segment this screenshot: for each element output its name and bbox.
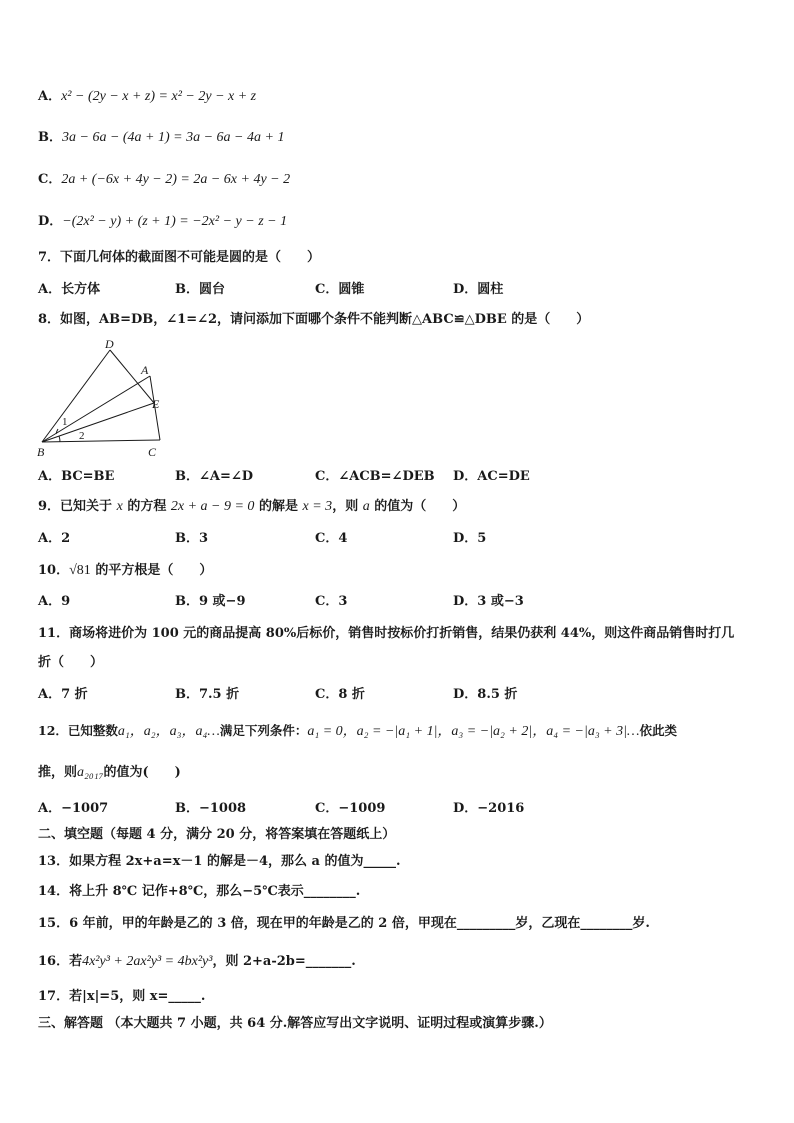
q10-radical: √81 <box>69 563 91 578</box>
q6-option-a-expr: x² − (2y − x + z) = x² − 2y − x + z <box>61 89 257 104</box>
q6-option-d: D．−(2x² − y) + (z + 1) = −2x² − y − z − 1 <box>38 214 288 229</box>
q6-option-b: B．3a − 6a − (4a + 1) = 3a − 6a − 4a + 1 <box>38 130 285 145</box>
q8-stem: 8．如图，AB=DB，∠1=∠2，请问添加下面哪个条件不能判断△ABC≌△DBE 的是（ ） <box>38 312 590 327</box>
q12-conditions: a₁ = 0，a₂ = −|a₁ + 1|，a₃ = −|a₂ + 2|，a₄ = −|a₃ + 3|… <box>307 724 640 739</box>
q9-option-a: A．2 <box>38 531 71 546</box>
q11-stem-line1: 11．商场将进价为 100 元的商品提高 80%后标价，销售时按标价打折销售，结果仍获利 44%，则这件商品销售时打几 <box>38 626 735 641</box>
label-b: B <box>37 445 45 459</box>
q7-option-b: B．圆台 <box>175 282 225 297</box>
q10-stem: 10．√81 的平方根是（ ） <box>38 563 213 578</box>
segment-bd <box>42 350 110 442</box>
q8-option-c: C．∠ACB=∠DEB <box>315 469 435 484</box>
q7-stem: 7．下面几何体的截面图不可能是圆的是（ ） <box>38 250 321 265</box>
label-angle-1: 1 <box>62 416 68 428</box>
q13: 13．如果方程 2x+a=x－1 的解是－4，那么 a 的值为_____. <box>38 854 401 869</box>
q6-option-c-expr: 2a + (−6x + 4y − 2) = 2a − 6x + 4y − 2 <box>61 172 291 187</box>
q7-option-d: D．圆柱 <box>453 282 504 297</box>
segment-ba <box>42 376 150 442</box>
q7-option-a: A．长方体 <box>38 282 101 297</box>
angle-2-arc <box>59 436 60 442</box>
q6-option-a: A．x² − (2y − x + z) = x² − 2y − x + z <box>38 89 257 104</box>
q9-stem: 9．已知关于 x 的方程 2x + a − 9 = 0 的解是 x = 3，则 a 的值为（ ） <box>38 499 466 514</box>
q10-option-c: C．3 <box>315 594 348 609</box>
q9-option-b: B．3 <box>175 531 209 546</box>
q8-option-b: B．∠A=∠D <box>175 469 254 484</box>
q8-option-d: D．AC=DE <box>453 469 530 484</box>
q17: 17．若|x|=5，则 x=_____. <box>38 989 206 1004</box>
label-angle-2: 2 <box>79 430 85 442</box>
label-c: C <box>148 445 157 459</box>
q10-option-b: B．9 或−9 <box>175 594 246 609</box>
q9-var-a: a <box>362 499 370 514</box>
q12-stem-line1: 12．已知整数a₁，a₂，a₃，a₄…满足下列条件：a₁ = 0，a₂ = −|a₁ + 1|，a₃ = −|a₂ + 2|，a₄ = −|a₃ + 3|…依此类 <box>38 723 677 739</box>
q12-option-b: B．−1008 <box>175 801 247 816</box>
q9-solution: x = 3 <box>302 499 333 514</box>
q10-option-d: D．3 或−3 <box>453 594 524 609</box>
q11-option-d: D．8.5 折 <box>453 687 518 702</box>
q9-option-d: D．5 <box>453 531 487 546</box>
q14: 14．将上升 8℃ 记作+8℃，那么−5℃表示________. <box>38 884 361 899</box>
section-2-heading: 二、填空题（每题 4 分，满分 20 分，将答案填在答题纸上） <box>38 827 396 842</box>
q12-option-c: C．−1009 <box>315 801 386 816</box>
q12-stem-line2: 推，则a₂₀₁₇的值为( ) <box>38 765 181 780</box>
section-3-heading: 三、解答题 （本大题共 7 小题，共 64 分.解答应写出文字说明、证明过程或演算步骤.） <box>38 1016 552 1031</box>
q9-option-c: C．4 <box>315 531 348 546</box>
q16-expr: 4x²y³ + 2ax²y³ = 4bx²y³ <box>82 954 213 969</box>
q8-option-a: A．BC=BE <box>38 469 115 484</box>
q10-option-a: A．9 <box>38 594 71 609</box>
label-e: E <box>152 397 160 411</box>
q11-stem-line2: 折（ ） <box>38 655 104 670</box>
q6-option-d-expr: −(2x² − y) + (z + 1) = −2x² − y − z − 1 <box>62 214 288 229</box>
q9-equation: 2x + a − 9 = 0 <box>170 499 255 514</box>
q12-option-d: D．−2016 <box>453 801 525 816</box>
triangle-figure <box>34 336 166 460</box>
q15: 15．6 年前，甲的年龄是乙的 3 倍，现在甲的年龄是乙的 2 倍，甲现在_________岁，乙现在________岁. <box>38 916 650 931</box>
q12-target: a₂₀₁₇ <box>77 765 104 780</box>
q9-var-x: x <box>116 499 123 514</box>
q11-option-c: C．8 折 <box>315 687 365 702</box>
q6-option-c: C．2a + (−6x + 4y − 2) = 2a − 6x + 4y − 2 <box>38 172 291 187</box>
q11-option-a: A．7 折 <box>38 687 88 702</box>
q16: 16．若4x²y³ + 2ax²y³ = 4bx²y³，则 2+a-2b=_______. <box>38 954 356 969</box>
q7-option-c: C．圆锥 <box>315 282 365 297</box>
q6-option-b-expr: 3a − 6a − (4a + 1) = 3a − 6a − 4a + 1 <box>62 130 285 145</box>
q12-sequence: a₁，a₂，a₃，a₄… <box>117 724 220 739</box>
label-d: D <box>105 337 114 351</box>
q12-option-a: A．−1007 <box>38 801 109 816</box>
label-a: A <box>141 363 149 377</box>
q11-option-b: B．7.5 折 <box>175 687 240 702</box>
